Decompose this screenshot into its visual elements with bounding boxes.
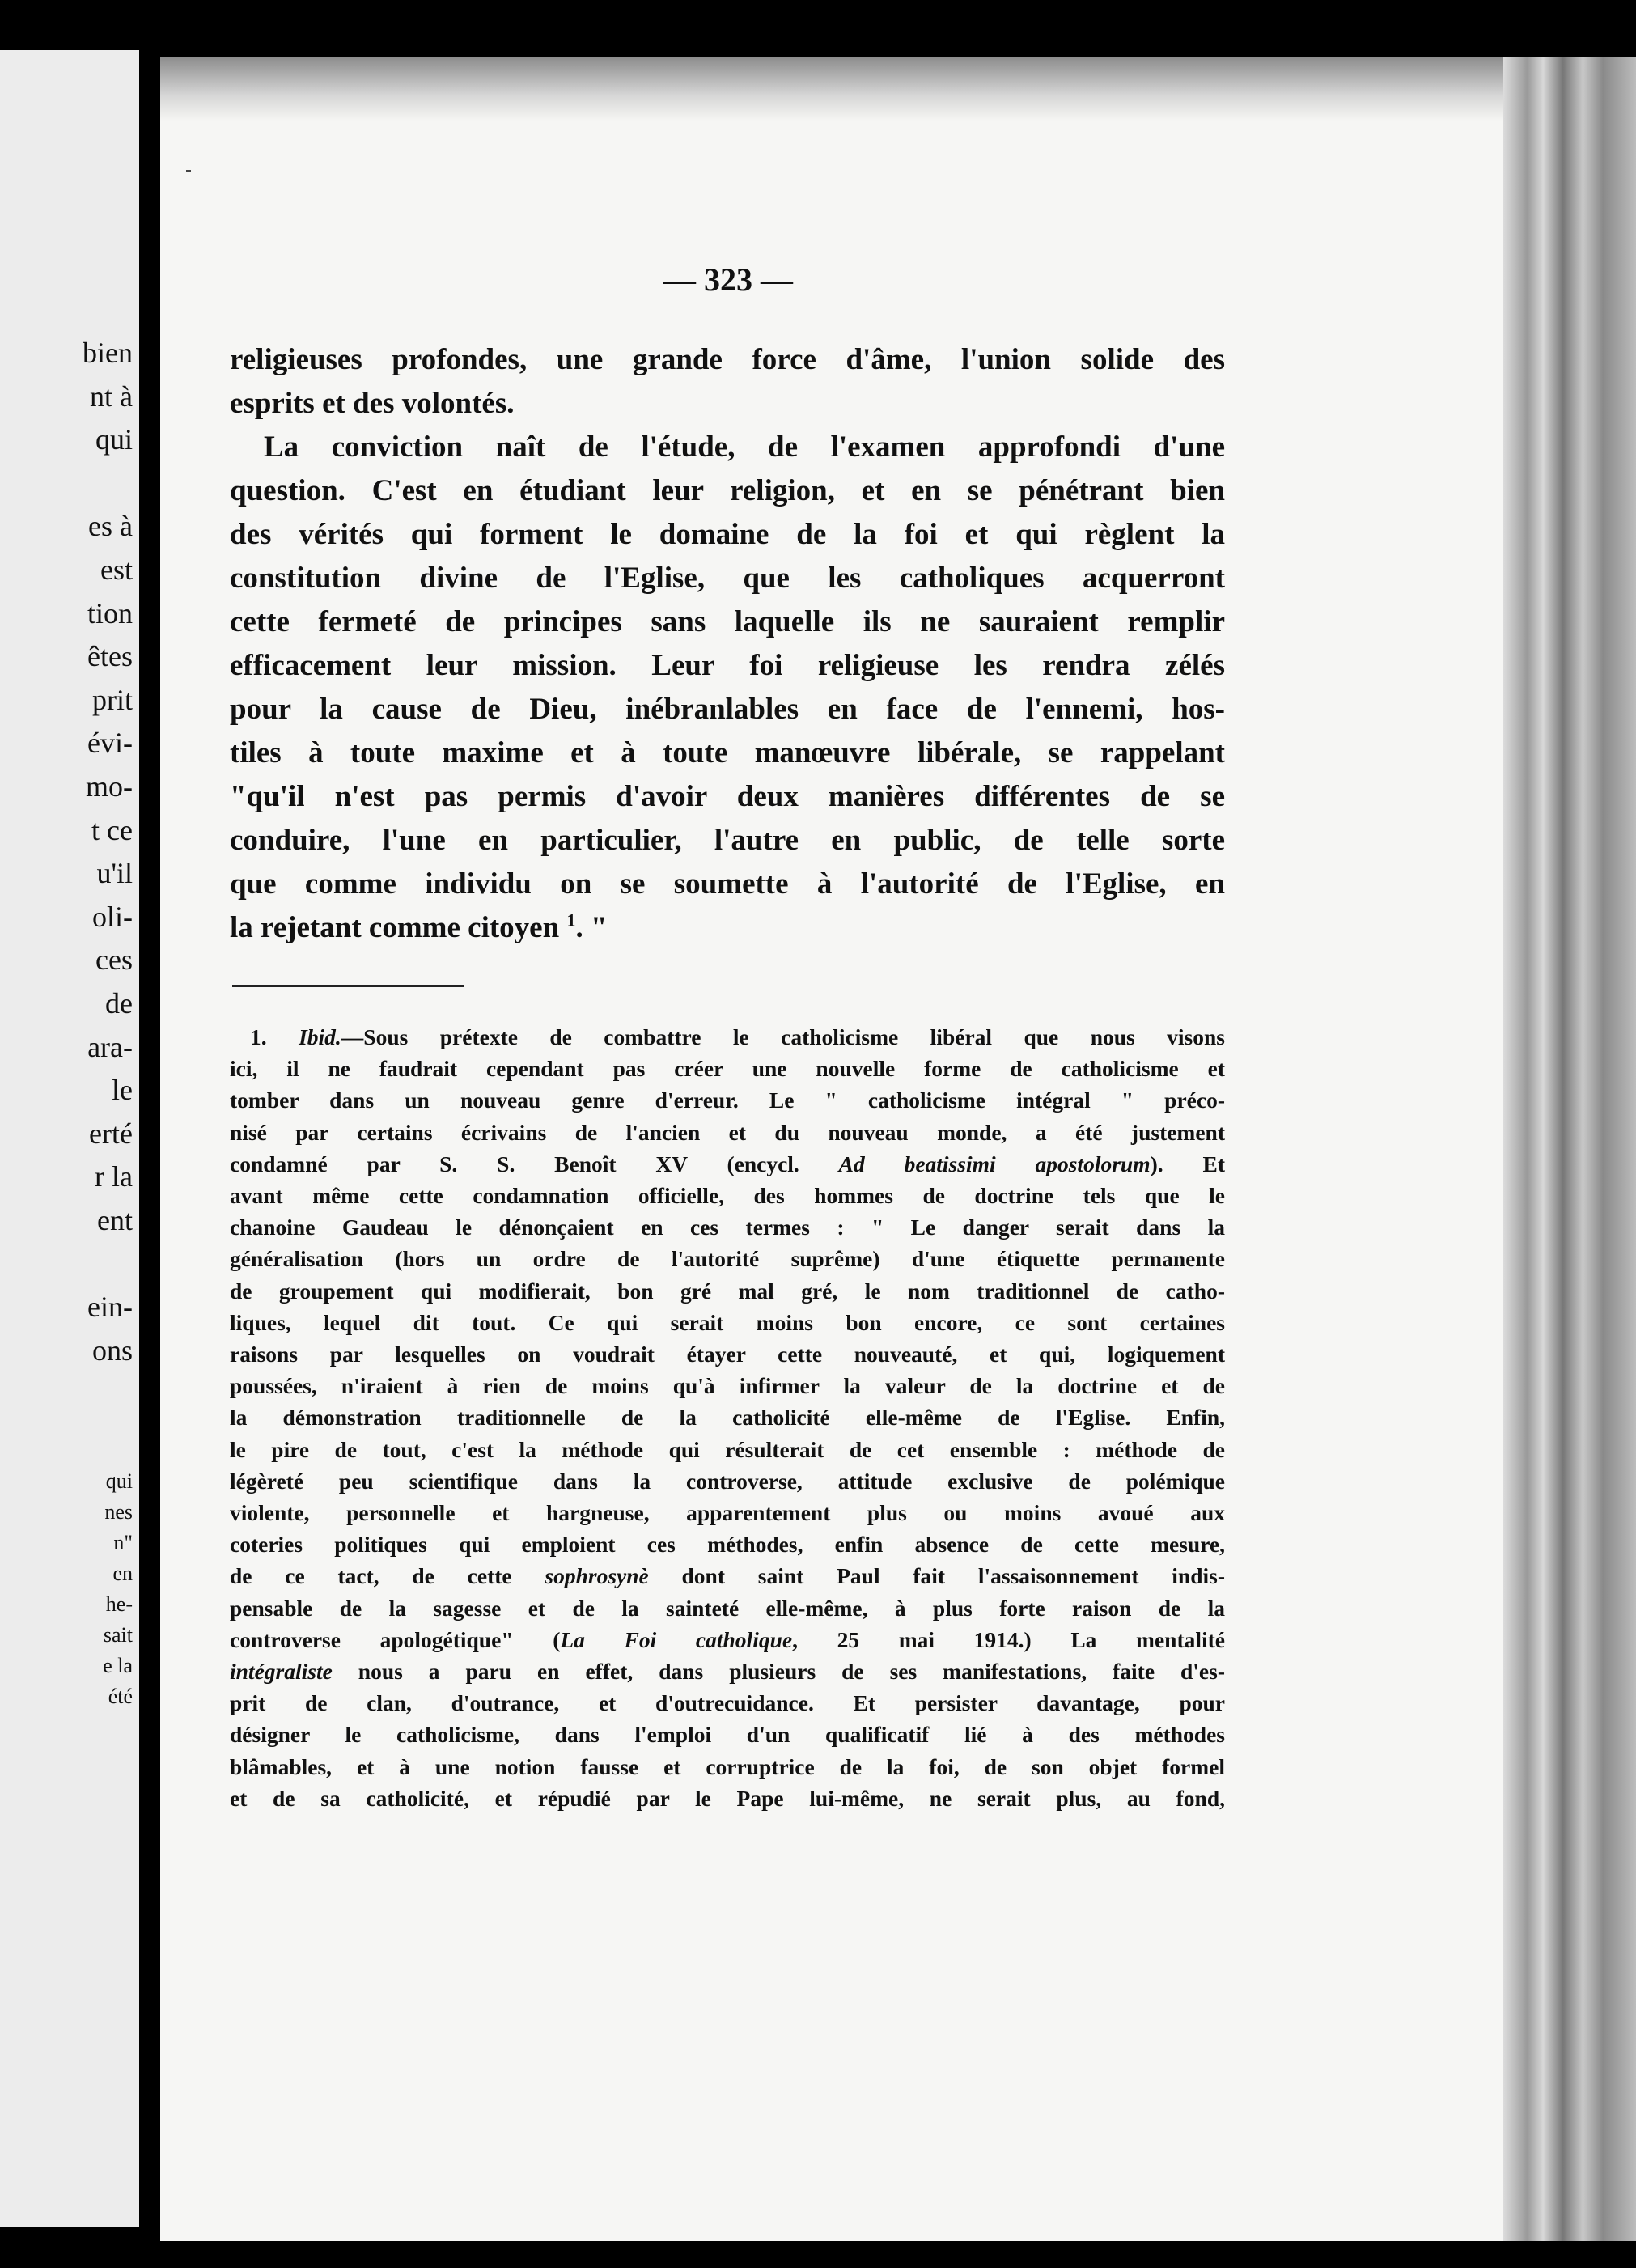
footnote-line: la démonstration traditionnelle de la catholicité elle-même de l'Eglise. Enfin, [230, 1405, 1225, 1431]
previous-page-fragment: e la [103, 1654, 133, 1677]
footnote-line [230, 1624, 1225, 1655]
previous-page-fragment [83, 1242, 133, 1286]
previous-page-fragment: n" [113, 1531, 133, 1554]
footnote-line: prit de clan, d'outrance, et d'outrecuidance. Et persister davantage, pour [230, 1690, 1225, 1716]
footnote-text: controverse apologétique" [230, 1626, 514, 1652]
body-line: que comme individu on se soumette à l'autorité de l'Eglise, en [230, 867, 1225, 901]
footnote-text: nous a paru en effet, dans plusieurs de ses manifestations, faite d'es- [358, 1659, 1225, 1685]
previous-page-fragment: nes [104, 1500, 133, 1524]
footnote-line: raisons par lesquelles on voudrait étayer cette nouveauté, et qui, logiquement [230, 1342, 1225, 1367]
footnote-line: le pire de tout, c'est la méthode qui résulterait de cet ensemble : méthode de [230, 1436, 1225, 1462]
previous-page-fragment: ara- [87, 1030, 133, 1063]
page-top-shadow [160, 57, 1503, 121]
closing-quote: . " [575, 911, 608, 944]
sophrosyne: sophrosynè [545, 1563, 649, 1589]
page-number: — 323 — [663, 261, 793, 298]
la-foi-catholique: La Foi catholique [560, 1626, 793, 1652]
footnote-line: généralisation (hors un ordre de l'autorité suprême) d'une étiquette permanente [230, 1246, 1225, 1272]
footnote-text: condamné par S. S. Benoît XV (encycl. [230, 1151, 799, 1176]
footnote-line: avant même cette condamnation officielle, des hommes de doctrine tels que le [230, 1183, 1225, 1209]
footnote-line: violente, personnelle et hargneuse, apparentement plus ou moins avoué aux [230, 1500, 1225, 1526]
body-text [230, 338, 1225, 950]
footnote-line: désigner le catholicisme, dans l'emploi d'un qualificatif lié à des méthodes [230, 1722, 1225, 1748]
previous-page-fragment: mo- [86, 769, 133, 803]
page-stack-edge [1503, 57, 1636, 2241]
body-line: tiles à toute maxime et à toute manœuvre libérale, se rappelant [230, 736, 1225, 769]
previous-page-fragment: es à [88, 510, 133, 543]
previous-page-fragment: de [105, 986, 133, 1020]
footnote-reference[interactable]: 1 [566, 909, 576, 931]
previous-page-fragment: sait [103, 1623, 133, 1647]
footnote-line [230, 1148, 1225, 1180]
previous-page-body-fragments [83, 332, 133, 1372]
previous-page-fragment: qui [105, 1469, 133, 1493]
body-line: des vérités qui forment le domaine de la foi et qui règlent la [230, 518, 1225, 551]
footnote-text: ( [513, 1626, 561, 1652]
previous-page-fragment: nt à [90, 379, 133, 413]
body-line: cette fermeté de principes sans laquelle ils ne sauraient remplir [230, 605, 1225, 638]
previous-page-fragment: prit [92, 683, 133, 716]
footnote-text: ). Et [1150, 1151, 1225, 1176]
body-line: conduire, l'une en particulier, l'autre en public, de telle sorte [230, 824, 1225, 857]
body-line: La conviction naît de l'étude, de l'examen approfondi d'une [264, 430, 1225, 464]
previous-page-fragment: est [100, 553, 133, 586]
footnote-text: , 25 mai 1914.) La mentalité [792, 1626, 1226, 1652]
body-line-text: la rejetant comme citoyen [230, 911, 560, 944]
footnote [230, 1021, 1225, 1814]
previous-page-fragment: le [112, 1074, 133, 1107]
footnote-line: poussées, n'iraient à rien de moins qu'à infirmer la valeur de la doctrine et de [230, 1373, 1225, 1399]
previous-page-fragment: ces [95, 943, 133, 977]
previous-page-fragment: été [108, 1685, 133, 1708]
previous-page-fragment: tion [87, 596, 133, 630]
previous-page-fragment: en [112, 1562, 133, 1585]
previous-page-fragment: êtes [87, 640, 133, 673]
previous-page-fragment: ent [97, 1203, 133, 1236]
footnote-line: tomber dans un nouveau genre d'erreur. Le " catholicisme intégral " préco- [230, 1087, 1225, 1113]
previous-page-edge [0, 50, 139, 2227]
footnote-rule [232, 985, 464, 987]
previous-page-fragment: r la [95, 1160, 133, 1193]
footnote-marker: 1. [250, 1024, 267, 1049]
footnote-line: ici, il ne faudrait cependant pas créer une nouvelle forme de catholicisme et [230, 1056, 1225, 1082]
previous-page-fragment: u'il [96, 857, 133, 890]
footnote-line [230, 1021, 1225, 1053]
previous-page-fragment: ein- [87, 1291, 133, 1324]
footnote-line: liques, lequel dit tout. Ce qui serait moins bon encore, ce sont certaines [230, 1309, 1225, 1335]
footnote-text: —Sous prétexte de combattre le catholicisme libéral que nous visons [341, 1024, 1226, 1049]
scan-mark [186, 170, 191, 172]
previous-page-fragment: erté [89, 1117, 133, 1150]
previous-page-fragment: he- [105, 1592, 133, 1616]
previous-page-fragment: bien [83, 337, 133, 369]
footnote-line: coteries politiques qui emploient ces méthodes, enfin absence de cette mesure, [230, 1532, 1225, 1558]
footnote-line: chanoine Gaudeau le dénonçaient en ces termes : " Le danger serait dans la [230, 1215, 1225, 1240]
body-line: question. C'est en étudiant leur religion, et en se pénétrant bien [230, 474, 1225, 507]
previous-page-fragment: évi- [87, 727, 133, 760]
footnote-line: légèreté peu scientifique dans la controverse, attitude exclusive de polémique [230, 1468, 1225, 1494]
body-line-final [230, 906, 1225, 950]
footnote-line [230, 1655, 1225, 1687]
previous-page-note-fragments [103, 1466, 133, 1712]
previous-page-fragment: qui [95, 423, 133, 456]
previous-page-fragment: t ce [91, 813, 133, 846]
footnote-line [230, 1560, 1225, 1592]
body-line: "qu'il n'est pas permis d'avoir deux manières différentes de se [230, 780, 1225, 813]
footnote-line: de groupement qui modifierait, bon gré mal gré, le nom traditionnel de catho- [230, 1278, 1225, 1304]
body-line: pour la cause de Dieu, inébranlables en face de l'ennemi, hos- [230, 693, 1225, 726]
body-line: esprits et des volontés. [230, 387, 515, 420]
body-line: constitution divine de l'Eglise, que les catholiques acquerront [230, 562, 1225, 595]
body-line: religieuses profondes, une grande force d'âme, l'union solide des [230, 343, 1225, 376]
footnote-line: nisé par certains écrivains de l'ancien et du nouveau monde, a été justement [230, 1119, 1225, 1145]
footnote-line: pensable de la sagesse et de la sainteté elle-même, à plus forte raison de la [230, 1595, 1225, 1621]
previous-page-fragment [83, 462, 133, 506]
footnote-text: dont saint Paul fait l'assaisonnement indis- [648, 1563, 1225, 1589]
body-line: efficacement leur mission. Leur foi religieuse les rendra zélés [230, 649, 1225, 682]
ibid: Ibid. [299, 1024, 341, 1049]
previous-page-fragment: ons [91, 1333, 133, 1367]
footnote-line: et de sa catholicité, et répudié par le Pape lui-même, ne serait plus, au fond, [230, 1785, 1225, 1811]
footnote-line: blâmables, et à une notion fausse et corruptrice de la foi, de son objet formel [230, 1753, 1225, 1779]
encyclical-title: Ad beatissimi apostolorum [838, 1151, 1151, 1176]
previous-page-fragment: oli- [92, 900, 133, 933]
footnote-text: de ce tact, de cette [230, 1563, 512, 1589]
integraliste: intégraliste [230, 1659, 333, 1685]
